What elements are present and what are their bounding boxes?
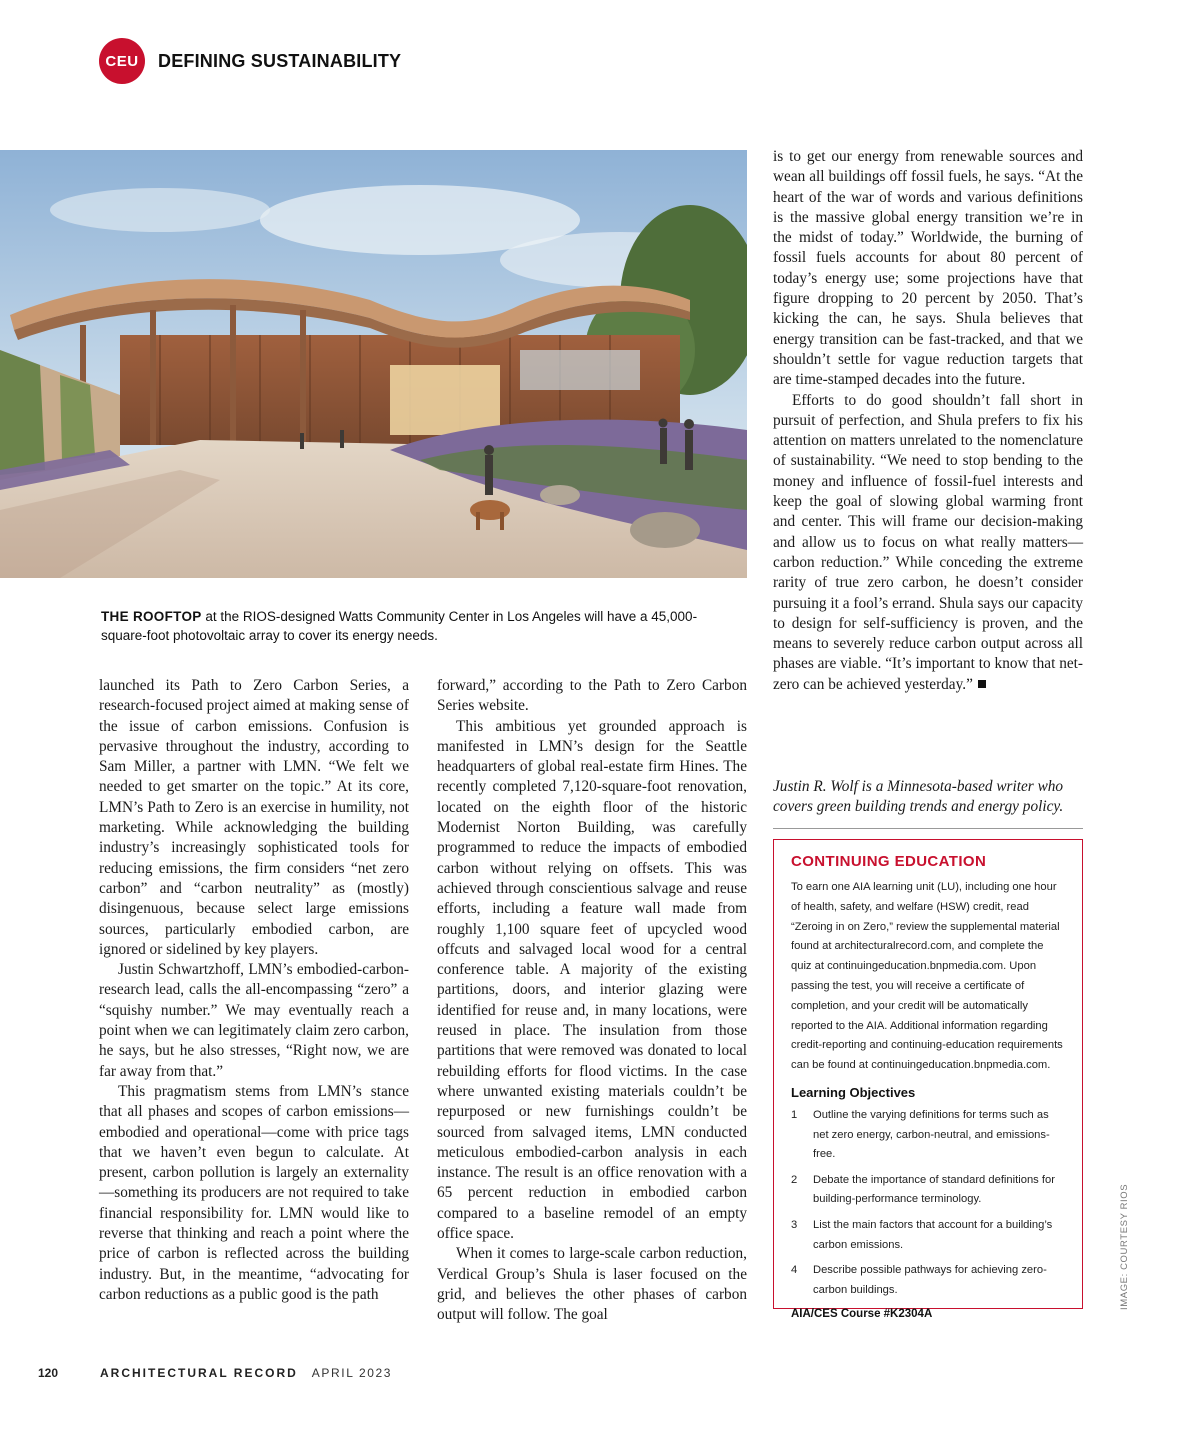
building-rendering-image bbox=[0, 150, 747, 578]
article-column-2 bbox=[437, 676, 747, 1326]
paragraph: This pragmatism stems from LMN’s stance that all phases and scopes of carbon emissions—embodied and operational—come with price tags that we haven’t even begun to calculate. At present, carbon pollution is largely an externality—something its producers are not required to take financial responsibility for. LMN would like to reverse that thinking and reach a point where the price of carbon is reflected across the building industry. But, in the meantime, “advocating for carbon reductions as a public good is the path bbox=[99, 1082, 409, 1303]
ce-title: CONTINUING EDUCATION bbox=[791, 853, 987, 870]
article-column-1 bbox=[99, 676, 409, 1305]
objective-item bbox=[791, 1106, 1065, 1165]
publication-name: ARCHITECTURAL RECORD bbox=[100, 1366, 298, 1380]
objective-text: List the main factors that account for a building’s carbon emissions. bbox=[813, 1218, 1053, 1251]
caption-lead: THE ROOFTOP bbox=[101, 609, 202, 624]
learning-objectives-title: Learning Objectives bbox=[791, 1084, 916, 1100]
paragraph-text: Efforts to do good shouldn’t fall short in pursuit of perfection, and Shula prefers to fix his attention on matters unrelated to the nomenclature of sustainability. “We need to stop bending to the money and influence of fossil-fuel interests and keep the goal of slowing global warming front and center. This will frame our decision-making and allow us to focus on what really matters—carbon reduction.” While conceding the extreme rarity of true zero carbon, he doesn’t consider pursuing it a fool’s errand. Shula says our capacity to design for self-sufficiency is proven, and the means to severely reduce carbon output across all phases are viable. “It’s important to know that net-zero can be achieved yesterday.” bbox=[773, 391, 1083, 693]
ceu-badge: CEU bbox=[99, 38, 145, 84]
paragraph bbox=[773, 391, 1083, 695]
page-number: 120 bbox=[38, 1366, 59, 1380]
photo-caption bbox=[101, 607, 731, 645]
ce-description: To earn one AIA learning unit (LU), including one hour of health, safety, and welfare (HSW) credit, read “Zeroing in on Zero,” review the supplemental material found at architecturalrecord.com, and complete the quiz at continuingeducation.bnpmedia.com. Upon passing the test, you will receive a certificate of completion, and your credit will be automatically reported to the AIA. Additional information regarding credit-reporting and continuing-education requirements can be found at continuingeducation.bnpmedia.com. bbox=[791, 881, 1063, 1072]
continuing-education-box bbox=[773, 839, 1083, 1321]
section-title: DEFINING SUSTAINABILITY bbox=[158, 50, 402, 71]
objective-item bbox=[791, 1216, 1065, 1255]
end-mark-icon bbox=[978, 680, 986, 688]
paragraph: launched its Path to Zero Carbon Series, a research-focused project aimed at making sense of the issue of carbon emissions. Confusion is pervasive throughout the industry, according to Sam Miller, a partner with LMN. “We felt we needed to get smarter on the topic.” At its core, LMN’s Path to Zero is an exercise in humility, not marketing. While acknowledging the building industry’s increasingly sophisticated tools for reducing emissions, the firm considers “net zero carbon” and “carbon neutrality” as (mostly) disingenuous, because select large emissions sources, particularly embodied carbon, are ignored or sidelined by key players. bbox=[99, 677, 409, 958]
objective-text: Debate the importance of standard definitions for building-performance terminology. bbox=[813, 1173, 1055, 1206]
objective-number: 1 bbox=[791, 1108, 798, 1121]
author-bio: Justin R. Wolf is a Minnesota-based writer who covers green building trends and energy policy. bbox=[773, 777, 1083, 829]
objective-number: 4 bbox=[791, 1264, 798, 1277]
objective-number: 2 bbox=[791, 1173, 798, 1186]
objective-item bbox=[791, 1171, 1065, 1210]
paragraph: When it comes to large-scale carbon reduction, Verdical Group’s Shula is laser focused on the grid, and believes the other phases of carbon output will follow. The goal bbox=[437, 1245, 747, 1324]
learning-objectives-list bbox=[791, 1106, 1065, 1300]
section-header bbox=[99, 38, 401, 84]
course-number: AIA/CES Course #K2304A bbox=[791, 1308, 933, 1321]
caption-text: at the RIOS-designed Watts Community Center in Los Angeles will have a 45,000-square-foot photovoltaic array to cover its energy needs. bbox=[101, 609, 698, 643]
paragraph: This ambitious yet grounded approach is manifested in LMN’s design for the Seattle headquarters of global real-estate firm Hines. The recently completed 7,120-square-foot renovation, located on the eighth floor of the historic Modernist Norton Building, was carefully programmed to reduce the impacts of embodied carbon without relying on offsets. This was achieved through conscientious salvage and reuse efforts, including a feature wall made from roughly 1,100 square feet of upcycled wood offcuts and salvaged local wood for a central conference table. A majority of the existing partitions, doors, and interior glazing were identified for reuse and, in many locations, were reused in place. The insulation from those partitions that were removed was donated to local rebuilding efforts for flood victims. In the case where unwanted existing materials couldn’t be repurposed or new furnishings couldn’t be sourced from salvaged items, LMN conducted meticulous embodied-carbon analysis in each instance. The result is an office renovation with a 65 percent reduction in embodied carbon compared to a baseline remodel of an empty office space. bbox=[437, 717, 747, 1243]
paragraph: Justin Schwartzhoff, LMN’s embodied-carbon-research lead, calls the all-encompassing “zero” a “squishy number.” We may eventually reach a point when we can legitimately claim zero carbon, he says, but he also stresses, “Right now, we are far away from that.” bbox=[99, 961, 409, 1080]
paragraph: forward,” according to the Path to Zero Carbon Series website. bbox=[437, 677, 747, 715]
paragraph: is to get our energy from renewable sources and wean all buildings off fossil fuels, he says. “At the heart of the war of words and various definitions is the massive global energy transition we’re in the midst of today.” Worldwide, the burning of fossil fuels accounts for about 80 percent of today’s energy use; some projections have that figure dropping to 20 percent by 2050. That’s kicking the can, he says. Shula believes that energy transition can be fast-tracked, and that we shouldn’t settle for vague reduction targets that are time-stamped decades into the future. bbox=[773, 148, 1083, 389]
page-footer bbox=[38, 1366, 392, 1380]
objective-item bbox=[791, 1261, 1065, 1300]
objective-text: Outline the varying definitions for terms such as net zero energy, carbon-neutral, and emissions-free. bbox=[813, 1108, 1050, 1161]
objective-text: Describe possible pathways for achieving zero-carbon buildings. bbox=[813, 1264, 1047, 1296]
issue-date: APRIL 2023 bbox=[311, 1366, 393, 1380]
article-column-3 bbox=[773, 147, 1083, 695]
objective-number: 3 bbox=[791, 1218, 798, 1231]
image-credit: IMAGE: COURTESY RIOS bbox=[1119, 1183, 1130, 1310]
